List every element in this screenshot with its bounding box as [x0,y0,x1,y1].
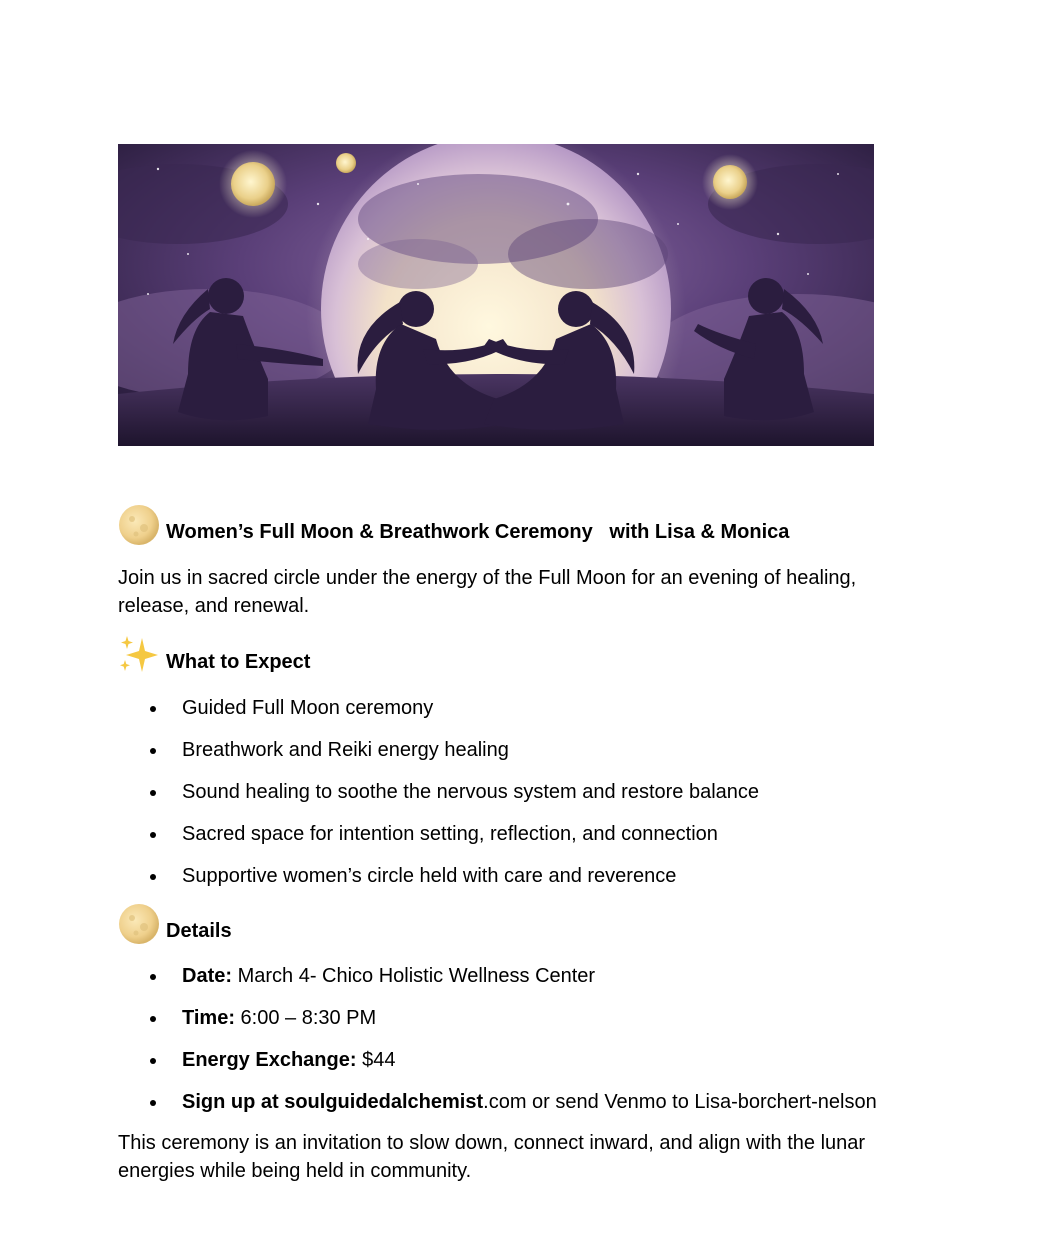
full-moon-icon [118,903,160,945]
expect-list [150,696,759,906]
list-item: Sound healing to soothe the nervous system and restore balance [150,780,759,822]
event-intro: Join us in sacred circle under the energy of the Full Moon for an evening of healing, release, and renewal. [118,567,857,617]
detail-date [150,964,877,1006]
details-list [150,964,877,1132]
list-item: Sacred space for intention setting, reflection, and connection [150,822,759,864]
list-item: Supportive women’s circle held with care and reverence [150,864,759,906]
detail-exchange-value: $44 [356,1049,396,1071]
hero-image [118,144,874,446]
detail-signup [150,1090,877,1132]
detail-time-value: 6:00 – 8:30 PM [234,1007,377,1029]
list-item: Breathwork and Reiki energy healing [150,738,759,780]
detail-date-label: Date: [182,965,233,987]
expect-heading-row [118,634,310,676]
sparkles-icon [118,634,160,676]
closing-paragraph: This ceremony is an invitation to slow down, connect inward, and align with the lunar energies while being held in community. [118,1132,866,1182]
detail-time [150,1006,877,1048]
full-moon-women-circle-illustration [118,144,874,446]
detail-signup-label: Sign up at soulguidedalchemist [182,1091,484,1113]
detail-signup-value: .com or send Venmo to Lisa-borchert-nelson [483,1091,877,1113]
detail-exchange-label: Energy Exchange: [182,1049,357,1071]
details-heading: Details [166,920,232,942]
list-item: Guided Full Moon ceremony [150,696,759,738]
event-title-row [118,504,789,546]
event-title: Women’s Full Moon & Breathwork Ceremony with Lisa & Monica [166,521,790,543]
detail-date-value: March 4- Chico Holistic Wellness Center [232,965,596,987]
full-moon-icon [118,504,160,546]
expect-heading: What to Expect [166,651,311,673]
details-heading-row [118,903,232,945]
detail-time-label: Time: [182,1007,235,1029]
detail-exchange [150,1048,877,1090]
